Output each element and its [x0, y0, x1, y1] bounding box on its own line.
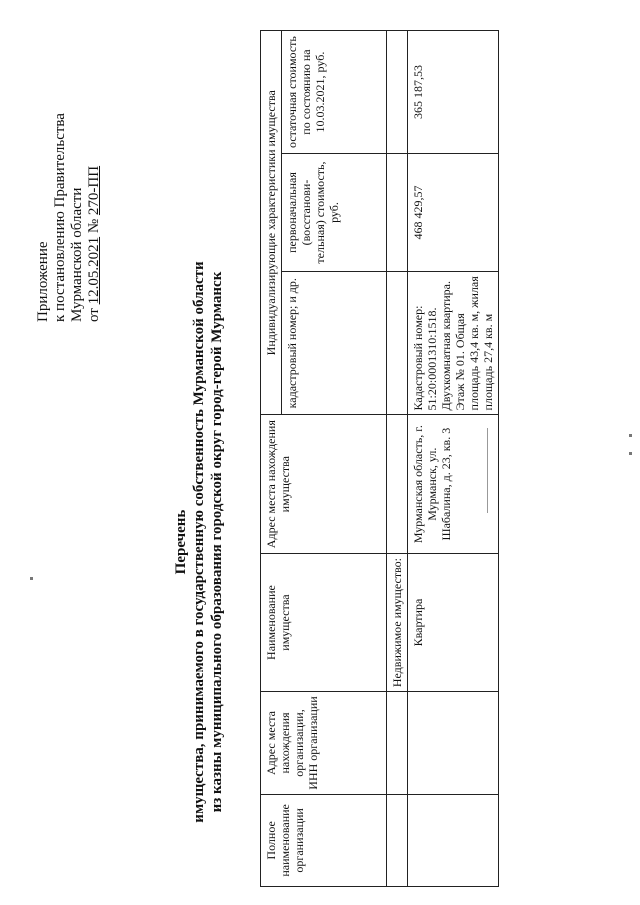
title-line-3: из казны муниципального образования городской округ город-герой Мурманск: [209, 271, 225, 813]
date-prefix: от: [86, 308, 102, 322]
cell-org-name: [408, 794, 499, 886]
header-property-name: Наименование имущества: [261, 553, 387, 691]
section-row: [387, 31, 408, 887]
cell-residual-cost: 365 187,53: [408, 31, 499, 154]
table-row: [408, 31, 499, 887]
cell-initial-cost: 468 429,57: [408, 154, 499, 272]
appendix-date-line: [86, 22, 103, 322]
title-line-2: имущества, принимаемого в государственную собственность Мурманской области: [191, 261, 207, 823]
header-characteristics: Индивидуализирующие характеристики имущества: [261, 31, 282, 415]
scan-mark: [30, 577, 33, 580]
header-initial-cost: первоначальная (восстанови-тельная) стоимость, руб.: [282, 154, 387, 272]
separator-line: [487, 428, 488, 513]
decree-date: 12.05.2021: [86, 236, 102, 305]
appendix-line-2: к постановлению Правительства: [52, 113, 68, 322]
property-table: [260, 30, 499, 887]
cell-org-address: [408, 692, 499, 795]
header-org-address: Адрес места нахождения организации, ИНН организации: [261, 692, 387, 795]
header-property-address: Адрес места нахождения имущества: [261, 415, 387, 553]
appendix-line-3: Мурманской области: [69, 187, 85, 322]
header-cadastral: кадастровый номер; и др.: [282, 271, 387, 415]
document-title: [172, 217, 226, 867]
appendix-block: [35, 22, 103, 322]
header-org-name: Полное наименование организации: [261, 794, 387, 886]
table-header-row: [261, 31, 282, 887]
title-line-1: Перечень: [173, 509, 189, 575]
header-residual-cost: остаточная стоимость по состоянию на 10.03.2021, руб.: [282, 31, 387, 154]
scan-mark: [629, 434, 632, 437]
rotated-document: [5, 7, 635, 897]
cell-property-address: Мурманская область, г. Мурманск, ул. Шабалина, д. 23, кв. 3: [408, 415, 499, 553]
cell-cadastral: Кадастровый номер: 51:20:0001310:1518. Двухкомнатная квартира. Этаж № 01. Общая площадь 43,4 кв. м, жилая площадь 27,4 кв. м: [408, 271, 499, 415]
cell-property-name: Квартира: [408, 553, 499, 691]
section-label: Недвижимое имущество:: [387, 553, 408, 691]
appendix-line-1: Приложение: [35, 241, 51, 322]
decree-number: 270-ПП: [86, 165, 102, 216]
number-prefix: №: [86, 218, 102, 234]
scan-mark: [629, 452, 632, 455]
